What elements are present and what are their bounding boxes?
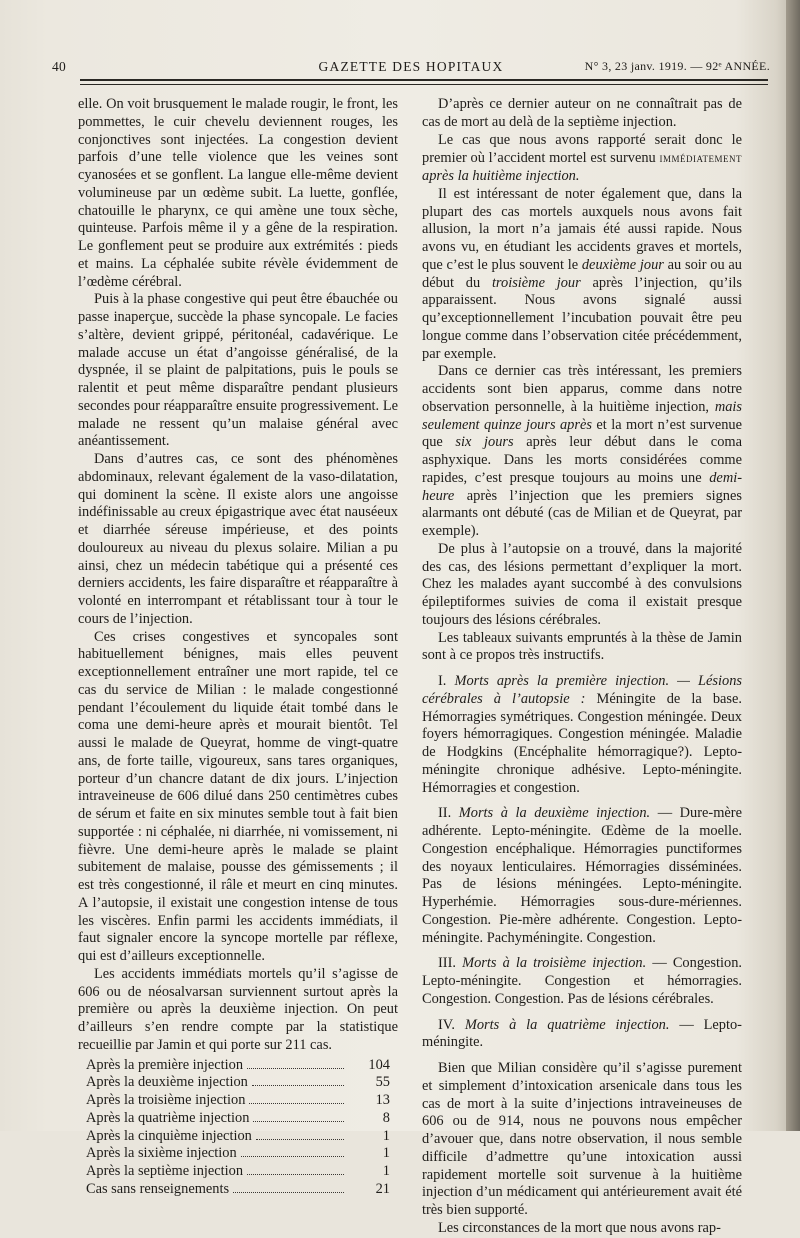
stat-row [86,1163,398,1181]
emphasis-italic: après la huitième injection. [422,168,580,184]
leader-dots [247,1068,344,1069]
stat-label: Après la troisième injection [86,1092,246,1108]
stat-label: Après la cinquième injection [86,1127,252,1144]
section-text: — Lepto-méningite. [422,1016,742,1051]
emphasis-italic: deuxième jour [581,256,664,273]
section-heading: Morts à la troisième injection. [462,955,647,972]
leader-dots [253,1121,344,1122]
stat-value: 104 [368,1056,390,1073]
stat-value: 1 [382,1145,390,1162]
emphasis-smallcaps: immédiatement [659,150,742,166]
paragraph: D’après ce dernier auteur on ne connaîtrait pas de cas de mort au delà de la septième injection. [422,96,742,130]
text-run: après leur début dans le coma asphyxique. Dans les morts considérées comme rapides, c’est presque toujours au moins une [422,434,742,486]
running-header [52,56,770,76]
paragraph [422,132,742,186]
paragraph: Puis à la phase congestive qui peut être ébauchée ou passe inaperçue, succède la phase syncopale. Le facies s’altère, devient grippé, péritonéal, cadavérique. Le malade accuse un état d’angoisse généralisé, de la dyspnée, il se plaint de palpitations, puis le pouls se ralentit et peut même disparaître pendant plusieurs secondes pour réapparaître ensuite progressivement. Le malade ne ressent qu’un malaise général avec anéantissement. [78,291,398,450]
section-heading: Morts à la deuxième injection. [458,805,651,822]
paragraph: De plus à l’autopsie on a trouvé, dans la majorité des cas, des lésions permettant d’expliquer la mort. Chez les malades ayant succombé à des convulsions épileptiformes suivies de coma il existait presque toujours des lésions cérébrales. [422,540,742,628]
statistics-table [86,1057,398,1199]
leader-dots [249,1103,344,1104]
emphasis-italic: six jours [455,434,514,451]
stat-value: 21 [375,1180,390,1197]
stat-label: Après la septième injection [86,1163,244,1179]
stat-label: Après la première injection [86,1056,244,1073]
header-rule-thin [80,84,768,85]
paragraph: Ces crises congestives et syncopales sont habituellement bénignes, mais elles peuvent exceptionnellement entraîner une mort rapide, tel ce cas du service de Milian : le malade congestionné pendant l’écoulement du liquide était tombé dans le coma une demi-heure après et mourait bientôt. Tel aussi le malade de Queyrat, homme de vingt-quatre ans, de forte taille, vigoureux, sans tares organiques, porteur d’un chancre datant de dix jours. L’injection intraveineuse de 606 dilué dans 250 centimètres cubes de sérum et faite en six minutes semble tout à fait bien supportée : ni céphalée, ni diarrhée, ni vomissement, ni fièvre. Une demi-heure après le malade se plaint subitement de malaise, pousse des gémissements ; il est très congestionné, il râle et meurt en cinq minutes. A l’autopsie, il existait une congestion intense de tous les viscères. Enfin parmi les accidents immédiats, il faut signaler encore la syncope mortelle par réflexe, qui est d’ailleurs exceptionnelle. [78,628,398,964]
section-heading: Morts à la quatrième injection. [464,1016,670,1033]
emphasis-italic: troisième jour [491,274,581,291]
section-text: Méningite de la base. Hémorragies symétriques. Congestion méningée. Deux foyers hémorragiques. Congestion méningée. Maladie de Hodgkins (Encéphalite hémorragique?). Lepto-méningite chronique adhésive. Lepto-méningite. Hémorragies et congestion. [422,690,742,796]
stat-label: Après la deuxième injection [86,1074,248,1091]
stat-label: Après la quatrième injection [86,1109,250,1126]
text-run: Le cas que nous avons rapporté serait donc le premier où l’accident mortel est survenu [422,131,742,167]
text-run: Dans ce dernier cas très intéressant, les premiers accidents sont bien apparus, comme dans notre observation personnelle, à la huitième injection, [422,363,742,415]
page-edge-shadow [786,0,800,1131]
paragraph: Dans d’autres cas, ce sont des phénomènes abdominaux, relevant également de la vaso-dilatation, qui dominent la scène. Il existe alors une angoisse indéfinissable au creux épigastrique avec état nauséeux et diarrhée séreuse impérieuse, et des points douloureux au niveau du plexus solaire. Milian a pu ainsi, chez un médecin tabétique qui a présenté ces derniers accidents, les faire disparaître et réapparaître à volonté en interrompant et rétablissant tour à tour le cours de l’injection. [78,451,398,627]
text-run: et la mort n’est survenue que [422,416,742,451]
stat-value: 1 [382,1127,390,1144]
section-paragraph [422,955,742,1008]
leader-dots [233,1192,344,1193]
section-paragraph [422,673,742,797]
header-rule-thick [80,79,768,81]
stat-row [86,1074,398,1092]
page-number: 40 [52,59,67,74]
stat-row [86,1181,398,1199]
paragraph: elle. On voit brusquement le malade rougir, le front, les pommettes, le cuir chevelu deviennent rouges, les conjonctives sont injectées. La congestion devient parfois d’une telle violence que les veines sont cyanosées et se gonflent. La langue elle-même devient volumineuse par un œdème subit. La luette, gonflée, chatouille le pharynx, ce qui amène une toux sèche, quinteuse. Parfois même il y a gêne de la respiration. Le gonflement peut se produire aux extrémités : pieds et mains. La céphalée subite révèle évidemment de l’œdème cérébral. [78,96,398,290]
stat-value: 55 [375,1074,390,1091]
stat-value: 1 [382,1163,390,1179]
paragraph [422,186,742,364]
section-text: — Congestion. Lepto-méningite. Congestion et hémorragies. Congestion. Congestion. Pas de lésions cérébrales. [422,955,742,1007]
right-column [422,96,742,1238]
journal-title: GAZETTE DES HOPITAUX [318,59,504,74]
stat-row [86,1128,398,1146]
issue-info: N° 3, 23 janv. 1919. — 92ᵉ ANNÉE. [584,59,770,73]
emphasis-italic: demi-heure [422,469,742,504]
stat-value: 13 [375,1092,390,1108]
paragraph: Les tableaux suivants empruntés à la thèse de Jamin sont à ce propos très instructifs. [422,629,742,664]
section-paragraph [422,1017,742,1053]
stat-row [86,1092,398,1110]
text-run: Il est intéressant de noter également que, dans la plupart des cas mortels auxquels nous avons fait allusion, la mort n’a jamais été aussi rapide. Nous avons vu, en étudiant les accidents graves et mortels, que c’est le plus souvent le [422,185,742,273]
leader-dots [252,1085,344,1086]
paragraph [422,363,742,541]
section-paragraph [422,805,742,947]
stat-value: 8 [382,1109,390,1126]
stat-row [86,1057,398,1075]
stat-label: Après la sixième injection [86,1145,237,1162]
leader-dots [241,1156,344,1157]
stat-row [86,1145,398,1163]
left-column [78,96,398,1199]
text-run: au soir ou au début du [422,256,742,291]
section-number: I. [438,673,447,689]
paragraph: Les circonstances de la mort que nous avons rap- [438,1219,721,1236]
text-run: après l’injection que les premiers signes alarmants ont débuté (cas de Milian et de Queyrat, par exemple). [422,487,742,539]
section-number: III. [438,955,456,972]
paragraph: Les accidents immédiats mortels qu’il s’agisse de 606 ou de néosalvarsan surviennent surtout après la première ou après la deuxième injection. On peut d’ailleurs s’en rendre compte par la statistique recueillie par Jamin et qui porte sur 211 cas. [78,965,398,1053]
leader-dots [247,1174,344,1175]
emphasis-italic: mais seulement quinze jours après [422,398,742,433]
section-number: IV. [438,1016,455,1033]
stat-label: Cas sans renseignements [86,1180,230,1197]
section-text: — Dure-mère adhérente. Lepto-méningite. Œdème de la moelle. Congestion encéphalique. Hémorragies punctiformes des noyaux lenticulaires. Hémorragies disséminées. Pas de lésions méningées. Lepto-méningite. Hyperhémie. Hémorragies sous-dure-mériennes. Congestion. Pie-mère adhérente. Congestion. Lepto-méningite. Pachyméningite. Congestion. [422,805,742,946]
section-heading: Morts après la première injection. — Lésions cérébrales à l’autopsie : [422,673,742,707]
stat-row [86,1110,398,1128]
section-number: II. [438,805,452,822]
leader-dots [256,1139,344,1140]
paragraph: Bien que Milian considère qu’il s’agisse purement et simplement d’intoxication arsenicale dans tous les cas de mort à la suite d’injections intraveineuses de 606 ou de 914, nous ne pouvons nous empêcher d’avouer que, dans notre observation, il nous semble difficile d’admettre qu’une intoxication aussi rapidement mortelle soit survenue à la huitième injection d’un médicament qui antérieurement avait été très bien supporté. [422,1060,742,1218]
text-run: après l’injection, qu’ils apparaissent. Nous avons signalé aussi qu’exceptionnellement l’incubation pouvait être peu longue comme dans l’observation citée précédemment, par exemple. [422,274,742,362]
